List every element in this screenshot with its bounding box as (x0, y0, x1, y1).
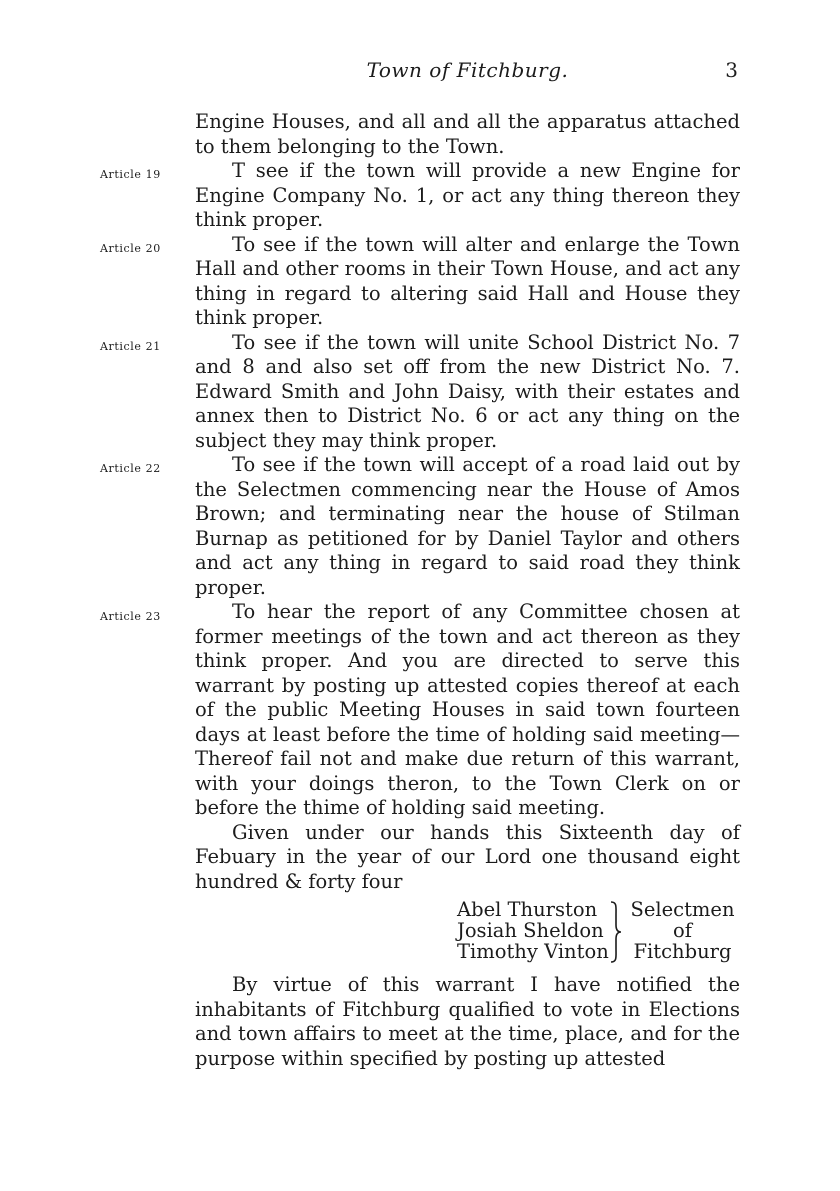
title-line: of (673, 919, 692, 942)
selectmen-names (457, 899, 609, 962)
closing-paragraph: By virtue of this warrant I have notified the inhabitants of Fitchburg qualified to vote in Elections and town affairs to meet at the time, place, and for the purpose within specified by posting up attested (195, 973, 740, 1070)
article-23-label: Article 23 (100, 610, 161, 623)
continuation-paragraph: Engine Houses, and all and all the apparatus attached to them belonging to the Town. (195, 110, 740, 158)
article-23-text: To hear the report of any Committee chosen at former meetings of the town and act thereon as they think proper. And you are directed to serve this warrant by posting up attested copies thereof at each of the public Meeting Houses in said town fourteen days at least before the time of holding said meeting—Thereof fail not and make due return of this warrant, with your doings theron, to the Town Clerk on or before the thime of holding said meeting. (195, 600, 740, 819)
page-header (195, 58, 740, 88)
article-22-label: Article 22 (100, 462, 161, 475)
curly-brace-icon (609, 901, 623, 963)
article-21-label: Article 21 (100, 340, 161, 353)
selectmen-title (625, 899, 740, 962)
article-22-text: To see if the town will accept of a road laid out by the Selectmen commencing near the House of Amos Brown; and terminating near the house of Stilman Burnap as petitioned for by Daniel Taylor and others and act any thing in regard to said road they think proper. (195, 453, 740, 599)
article-19-text: T see if the town will provide a new Engine for Engine Company No. 1, or act any thing thereon they think proper. (195, 159, 740, 231)
article-20-text: To see if the town will alter and enlarge the Town Hall and other rooms in their Town House, and act any thing in regard to altering said Hall and House they think proper. (195, 232, 740, 329)
signatory-name: Josiah Sheldon (457, 919, 604, 942)
signature-block (457, 899, 747, 965)
signatory-name: Timothy Vinton (457, 940, 609, 963)
closing-section (195, 973, 740, 1071)
article-21-text: To see if the town will unite School District No. 7 and 8 and also set off from the new District No. 7. Edward Smith and John Daisy, with their estates and annex then to District No. 6 or act any thing on the subject they may think proper. (195, 330, 740, 452)
article-19-label: Article 19 (100, 168, 161, 181)
given-under-paragraph: Given under our hands this Sixteenth day of Febuary in the year of our Lord one thousand eight hundred & forty four (195, 820, 740, 893)
signatory-name: Abel Thurston (457, 898, 598, 921)
running-title: Town of Fitchburg. (366, 58, 569, 82)
body-text (195, 110, 740, 894)
page-number: 3 (725, 58, 738, 82)
article-20-label: Article 20 (100, 242, 161, 255)
title-line: Fitchburg (633, 940, 732, 963)
title-line: Selectmen (630, 898, 735, 921)
